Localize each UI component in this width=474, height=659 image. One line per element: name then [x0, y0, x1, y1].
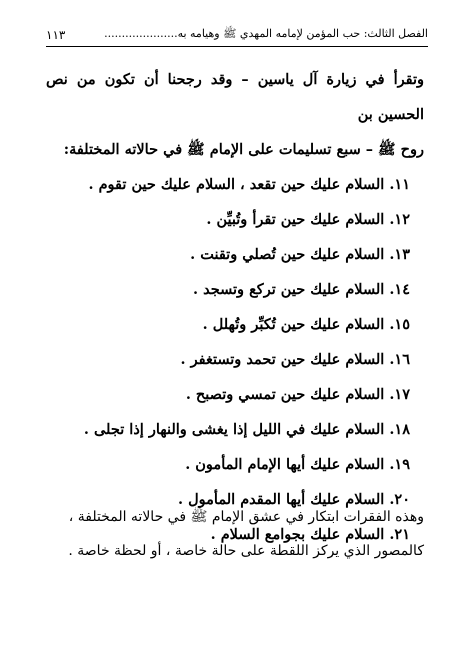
- salutation-list: [46, 167, 424, 552]
- list-item: ١٦. السلام عليك حين تحمد وتستغفر .: [180, 351, 410, 368]
- list-item: ١١. السلام عليك حين تقعد ، السلام عليك حين تقوم .: [88, 176, 410, 193]
- list-item: ٢١. السلام عليك بجوامع السلام .: [210, 526, 410, 543]
- list-item: ١٥. السلام عليك حين تُكبِّر وتُهلل .: [202, 316, 410, 333]
- list-item: ١٩. السلام عليك أيها الإمام المأمون .: [185, 456, 410, 473]
- list-item: ١٢. السلام عليك حين تقرأ وتُبيِّن .: [206, 211, 410, 228]
- intro-paragraph: [46, 62, 424, 167]
- page-header: [46, 26, 428, 44]
- list-item: ١٧. السلام عليك حين تمسي وتصبح .: [185, 386, 410, 403]
- header-divider: [46, 46, 428, 47]
- body-text: [46, 62, 424, 552]
- intro-line-2: روح ﷺ – سبع تسليمات على الإمام ﷺ في حالاته المختلفة:: [63, 141, 424, 158]
- list-item: ١٣. السلام عليك حين تُصلي وتقنت .: [190, 246, 410, 263]
- page-number: ١١٣: [46, 28, 66, 42]
- list-item: ٢٠. السلام عليك أيها المقدم المأمول .: [178, 491, 410, 508]
- running-title: الفصل الثالث: حب المؤمن لإمامه المهدي ﷺ وهيامه به.....................: [104, 27, 428, 40]
- closing-paragraph: [46, 500, 424, 568]
- list-item: ١٨. السلام عليك في الليل إذا يغشى والنهار إذا تجلى .: [83, 421, 410, 438]
- list-item: ١٤. السلام عليك حين تركع وتسجد .: [193, 281, 410, 298]
- closing-line-2: كالمصور الذي يركز اللقطة على حالة خاصة ، أو لحظة خاصة .: [68, 543, 424, 559]
- closing-line-1: وهذه الفقرات ابتكار في عشق الإمام ﷺ في حالاته المختلفة ،: [68, 509, 424, 525]
- intro-line-1: وتقرأ في زيارة آل ياسين – وقد رجحنا أن تكون من نص الحسين بن: [46, 71, 424, 123]
